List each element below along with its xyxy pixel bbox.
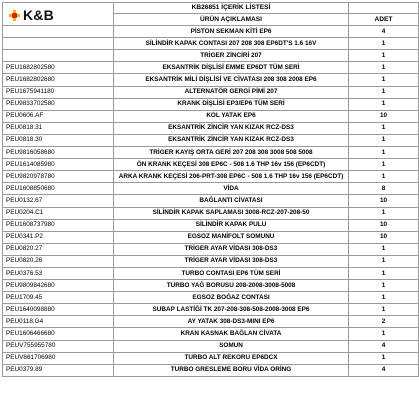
row-quantity: 10 [349, 195, 419, 207]
table-row [3, 219, 419, 231]
row-quantity: 1 [349, 292, 419, 304]
row-description: TRİGER AYAR VİDASI 308-DS3 [114, 255, 349, 267]
row-code: PEU9833702580 [3, 98, 114, 110]
row-quantity: 8 [349, 183, 419, 195]
row-code: PEU0379.89 [3, 364, 114, 376]
row-quantity: 1 [349, 134, 419, 146]
row-description: EGSOZ BOĞAZ CONTASI [114, 292, 349, 304]
header-quantity: ADET [349, 14, 419, 26]
table-row [3, 159, 419, 171]
row-code: PEU0606.AF [3, 110, 114, 122]
row-code [3, 38, 114, 50]
row-code: PEU1608850680 [3, 183, 114, 195]
row-description: KRAN KASNAK BAĞLAN CİVATA [114, 328, 349, 340]
sheet-title: KB26851 İÇERİK LİSTESİ [114, 3, 349, 14]
table-row [3, 243, 419, 255]
row-code: PEU1640098880 [3, 304, 114, 316]
row-description: EKSANTRİK DİŞLİSİ EMME EP6DT TÜM SERİ [114, 62, 349, 74]
row-quantity: 4 [349, 364, 419, 376]
row-description: SİLİNDİR KAPAK PULU [114, 219, 349, 231]
row-code: PEU0818.30 [3, 134, 114, 146]
row-code: PEU9809842680 [3, 280, 114, 292]
row-description: BAĞLANTI CİVATASI [114, 195, 349, 207]
row-code: PEU1614085980 [3, 159, 114, 171]
row-code: PEU0820.27 [3, 243, 114, 255]
table-row [3, 38, 419, 50]
table-row [3, 171, 419, 183]
table-row [3, 50, 419, 62]
table-row [3, 267, 419, 279]
row-description: KOL YATAK EP6 [114, 110, 349, 122]
table-row [3, 364, 419, 376]
parts-list-sheet [2, 2, 411, 377]
row-code: PEU9820978780 [3, 171, 114, 183]
table-row [3, 207, 419, 219]
row-code: PEU0118.G4 [3, 316, 114, 328]
table-row [3, 340, 419, 352]
row-description: ARKA KRANK KEÇESİ 206-PRT-308 EP6C - 508 1.6 THP 16v 156 (EP6CDT) [114, 171, 349, 183]
row-quantity: 1 [349, 147, 419, 159]
header-row [3, 14, 419, 26]
kb-logo [9, 8, 54, 22]
row-quantity: 10 [349, 231, 419, 243]
title-row [3, 3, 419, 14]
table-row [3, 183, 419, 195]
row-description: TURBO CONTASI EP6 TÜM SERİ [114, 267, 349, 279]
table-row [3, 255, 419, 267]
row-code: PEU1608737980 [3, 219, 114, 231]
row-quantity: 1 [349, 62, 419, 74]
row-description: TURBO YAĞ BORUSU 208-2008-3008-5008 [114, 280, 349, 292]
table-row [3, 110, 419, 122]
row-quantity: 1 [349, 207, 419, 219]
row-quantity: 4 [349, 340, 419, 352]
row-description: EKSANTRİK ZİNCİR YAN KIZAK RCZ-DS3 [114, 134, 349, 146]
table-row [3, 292, 419, 304]
row-description: PİSTON SEKMAN KİTİ EP6 [114, 26, 349, 38]
row-quantity: 1 [349, 74, 419, 86]
row-code: PEU1709.45 [3, 292, 114, 304]
row-description: TURBO GRESLEME BORU VİDA ORİNG [114, 364, 349, 376]
row-description: SİLİNDİR KAPAK SAPLAMASI 3008-RCZ-207-208-50 [114, 207, 349, 219]
row-quantity: 1 [349, 304, 419, 316]
row-code: PEU1606466680 [3, 328, 114, 340]
row-description: TURBO ALT REKORU EP6DCX [114, 352, 349, 364]
row-code: PEU0818.31 [3, 122, 114, 134]
row-description: VİDA [114, 183, 349, 195]
row-code: PEUV755955780 [3, 340, 114, 352]
row-code [3, 50, 114, 62]
row-description: EKSANTRİK ZİNCİR YAN KIZAK RCZ-DS3 [114, 122, 349, 134]
table-row [3, 98, 419, 110]
table-row [3, 328, 419, 340]
table-row [3, 74, 419, 86]
table-row [3, 304, 419, 316]
table-row [3, 147, 419, 159]
row-code: PEU0204.C1 [3, 207, 114, 219]
table-row [3, 195, 419, 207]
table-row [3, 62, 419, 74]
row-quantity: 1 [349, 267, 419, 279]
row-quantity: 10 [349, 110, 419, 122]
row-description: ALTERNATÖR GERGİ PİMİ 207 [114, 86, 349, 98]
row-description: TRİGER ZİNCİRİ 207 [114, 50, 349, 62]
table-row [3, 352, 419, 364]
row-quantity: 1 [349, 255, 419, 267]
row-quantity: 1 [349, 243, 419, 255]
row-quantity: 1 [349, 98, 419, 110]
row-code: PEU0132.67 [3, 195, 114, 207]
row-description: EGSOZ MANİFOLT SOMUNU [114, 231, 349, 243]
row-code: PEUV861706980 [3, 352, 114, 364]
table-row [3, 231, 419, 243]
table-row [3, 86, 419, 98]
row-description: AY YATAK 308-DS3-MINI EP6 [114, 316, 349, 328]
table-row [3, 316, 419, 328]
row-description: SUBAP LASTİĞİ TK 207-208-308-508-2008-3008 EP6 [114, 304, 349, 316]
row-code: PEU0820.26 [3, 255, 114, 267]
row-code: PEU1682802580 [3, 62, 114, 74]
row-quantity: 1 [349, 122, 419, 134]
row-code: PEU9816058680 [3, 147, 114, 159]
table-row [3, 134, 419, 146]
row-description: ÖN KRANK KEÇESİ 308 EP6C - 508 1.6 THP 16v 156 (EP6CDT) [114, 159, 349, 171]
row-code: PEU1675941180 [3, 86, 114, 98]
kb-logo-mark-icon [9, 10, 20, 21]
row-quantity: 1 [349, 352, 419, 364]
row-quantity: 1 [349, 86, 419, 98]
row-quantity: 1 [349, 38, 419, 50]
row-quantity: 1 [349, 280, 419, 292]
table-row [3, 26, 419, 38]
row-description: EKSANTRİK MİLİ DİŞLİSİ VE CİVATASI 208 308 2008 EP6 [114, 74, 349, 86]
row-code: PEU0341.P2 [3, 231, 114, 243]
row-quantity: 4 [349, 26, 419, 38]
table-row [3, 280, 419, 292]
row-code: PEU0376.53 [3, 267, 114, 279]
row-code [3, 26, 114, 38]
row-quantity: 10 [349, 219, 419, 231]
row-code: PEU1682802680 [3, 74, 114, 86]
header-description: ÜRÜN AÇIKLAMASI [114, 14, 349, 26]
row-description: SİLİNDİR KAPAK CONTASI 207 208 308 EP6DT'S 1.6 16V [114, 38, 349, 50]
logo-cell [3, 3, 114, 23]
row-quantity: 1 [349, 50, 419, 62]
parts-table [2, 2, 419, 377]
logo-text: K&B [23, 7, 54, 23]
row-description: KRANK DİŞLİSİ EP3/EP6 TÜM SERİ [114, 98, 349, 110]
table-row [3, 122, 419, 134]
row-quantity: 1 [349, 171, 419, 183]
title-empty-cell [349, 3, 419, 14]
row-quantity: 1 [349, 159, 419, 171]
row-quantity: 2 [349, 316, 419, 328]
row-quantity: 1 [349, 328, 419, 340]
row-description: TRİGER AYAR VİDASI 308-DS3 [114, 243, 349, 255]
row-description: TRİGER KAYIŞ ORTA GERİ 207 208 308 3008 508 5008 [114, 147, 349, 159]
row-description: SOMUN [114, 340, 349, 352]
